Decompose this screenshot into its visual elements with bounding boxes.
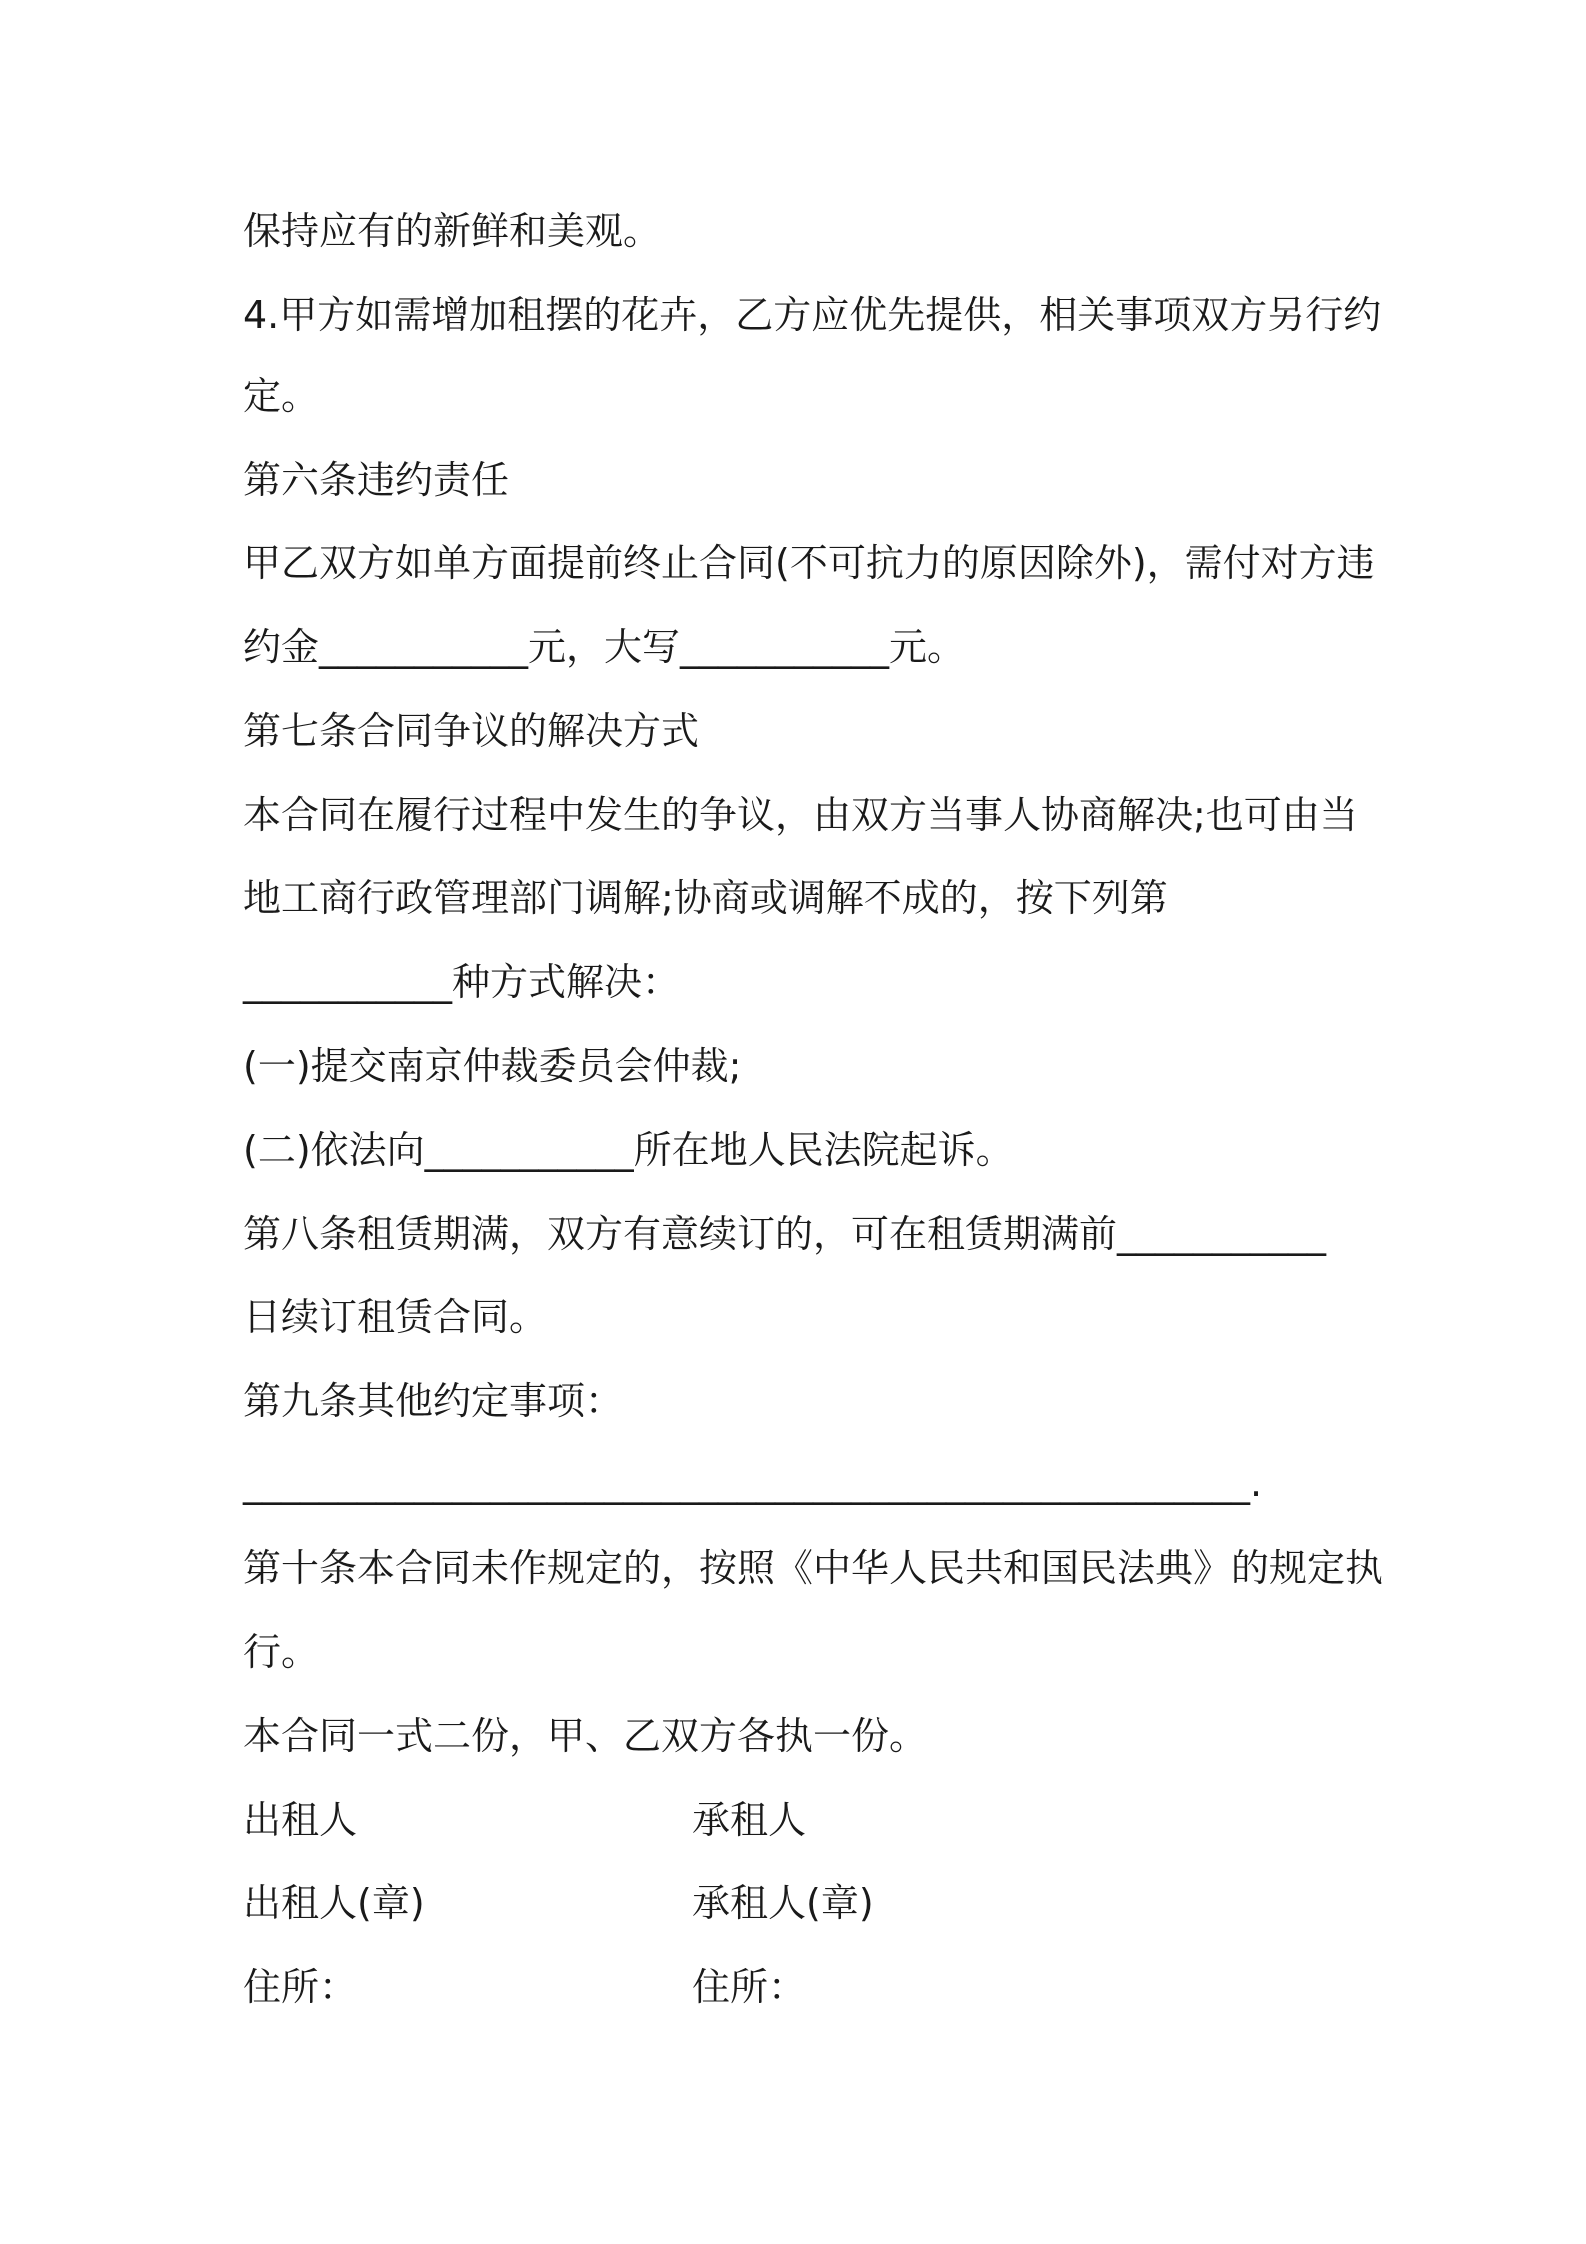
paragraph-line: 4.甲方如需增加租摆的花卉，乙方应优先提供，相关事项双方另行约	[243, 293, 1382, 337]
paragraph-line: 保持应有的新鲜和美观。	[243, 209, 662, 253]
lessor-address-label: 住所：	[243, 1965, 358, 2009]
paragraph-line: 第十条本合同未作规定的，按照《中华人民共和国民法典》的规定执	[243, 1546, 1384, 1590]
lessor-seal-label: 出租人(章)	[243, 1881, 425, 1925]
paragraph-line: 本合同一式二份，甲、乙双方各执一份。	[243, 1714, 928, 1758]
paragraph-line: 第八条租赁期满，双方有意续订的，可在租赁期满前___________	[243, 1212, 1327, 1256]
paragraph-line: 本合同在履行过程中发生的争议，由双方当事人协商解决;也可由当	[243, 793, 1358, 837]
list-item: (一)提交南京仲裁委员会仲裁;	[243, 1044, 742, 1088]
paragraph-line: 甲乙双方如单方面提前终止合同(不可抗力的原因除外)，需付对方违	[243, 541, 1375, 585]
blank-fill-line: _____________________________________________________.	[243, 1461, 1263, 1505]
section-heading: 第七条合同争议的解决方式	[243, 709, 700, 753]
paragraph-line: 地工商行政管理部门调解;协商或调解不成的，按下列第	[243, 876, 1168, 920]
list-item: (二)依法向___________所在地人民法院起诉。	[243, 1128, 1014, 1172]
paragraph-line: ___________种方式解决：	[243, 960, 681, 1004]
paragraph-line: 定。	[243, 374, 320, 418]
lessee-seal-label: 承租人(章)	[692, 1881, 874, 1925]
lessor-label: 出租人	[243, 1798, 358, 1842]
lessee-label: 承租人	[692, 1798, 807, 1842]
lessee-address-label: 住所：	[692, 1965, 807, 2009]
section-heading: 第六条违约责任	[243, 458, 510, 502]
paragraph-line: 行。	[243, 1630, 320, 1674]
section-heading: 第九条其他约定事项：	[243, 1379, 624, 1423]
paragraph-line: 日续订租赁合同。	[243, 1295, 548, 1339]
paragraph-line: 约金___________元，大写___________元。	[243, 625, 966, 669]
